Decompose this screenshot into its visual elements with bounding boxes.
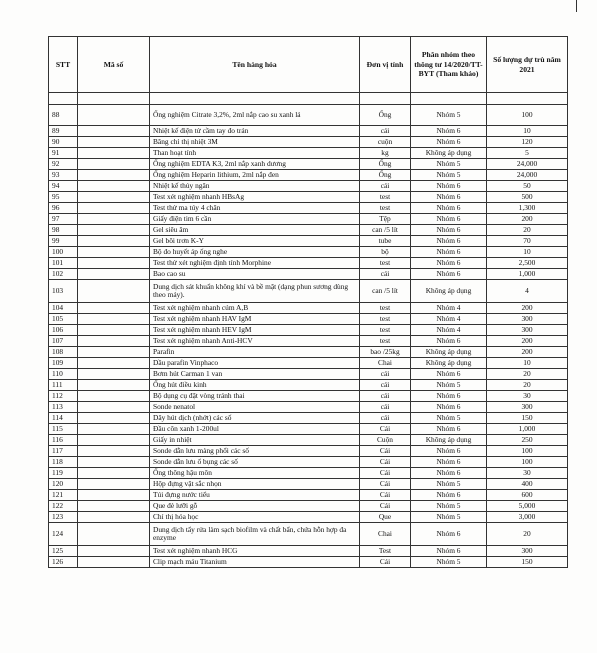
row-group: Không áp dụng xyxy=(411,148,487,159)
row-code xyxy=(78,479,150,490)
row-name: Băng chỉ thị nhiệt 3M xyxy=(150,137,360,148)
row-stt: 120 xyxy=(49,479,78,490)
row-unit: cuộn xyxy=(360,137,411,148)
row-name: Test thử xét nghiệm định tính Morphine xyxy=(150,258,360,269)
row-stt: 96 xyxy=(49,203,78,214)
row-name: Bộ đo huyết áp ống nghe xyxy=(150,247,360,258)
page-edge-mark xyxy=(576,0,577,12)
row-qty: 4 xyxy=(487,280,568,303)
row-qty: 200 xyxy=(487,214,568,225)
table-row xyxy=(49,170,568,181)
row-name: Test xét nghiệm nhanh HEV IgM xyxy=(150,325,360,336)
row-group: Nhóm 6 xyxy=(411,181,487,192)
table-row xyxy=(49,192,568,203)
row-code xyxy=(78,236,150,247)
row-name: Gel bôi trơn K-Y xyxy=(150,236,360,247)
supply-forecast-table xyxy=(48,36,568,568)
row-group: Nhóm 5 xyxy=(411,105,487,126)
table-row xyxy=(49,247,568,258)
row-name: Đầu côn xanh 1-200ul xyxy=(150,424,360,435)
row-qty: 200 xyxy=(487,303,568,314)
row-group: Nhóm 6 xyxy=(411,468,487,479)
row-stt: 125 xyxy=(49,546,78,557)
row-unit: Test xyxy=(360,546,411,557)
row-qty: 120 xyxy=(487,137,568,148)
row-qty: 10 xyxy=(487,247,568,258)
table-row xyxy=(49,435,568,446)
row-unit: can /5 lít xyxy=(360,225,411,236)
row-qty: 20 xyxy=(487,523,568,546)
row-group: Nhóm 6 xyxy=(411,137,487,148)
row-qty: 100 xyxy=(487,457,568,468)
row-stt: 118 xyxy=(49,457,78,468)
row-name: Test xét nghiệm nhanh cúm A,B xyxy=(150,303,360,314)
row-name: Ống nghiệm Citrate 3,2%, 2ml nắp cao su xanh lá xyxy=(150,105,360,126)
row-stt: 105 xyxy=(49,314,78,325)
row-group: Nhóm 5 xyxy=(411,413,487,424)
spacer-row xyxy=(49,93,568,105)
table-row xyxy=(49,314,568,325)
row-group: Nhóm 6 xyxy=(411,126,487,137)
row-unit: Cái xyxy=(360,479,411,490)
row-group: Nhóm 6 xyxy=(411,269,487,280)
row-stt: 93 xyxy=(49,170,78,181)
row-code xyxy=(78,170,150,181)
row-name: Ống nghiệm EDTA K3, 2ml nắp xanh dương xyxy=(150,159,360,170)
row-code xyxy=(78,369,150,380)
table-body xyxy=(49,93,568,568)
row-qty: 24,000 xyxy=(487,170,568,181)
row-unit: cái xyxy=(360,269,411,280)
row-group: Nhóm 5 xyxy=(411,501,487,512)
row-code xyxy=(78,501,150,512)
row-code xyxy=(78,325,150,336)
row-stt: 115 xyxy=(49,424,78,435)
row-qty: 20 xyxy=(487,380,568,391)
row-qty: 300 xyxy=(487,402,568,413)
row-unit: Chai xyxy=(360,358,411,369)
row-unit: cái xyxy=(360,126,411,137)
table-row xyxy=(49,402,568,413)
row-unit: Cái xyxy=(360,446,411,457)
row-name: Test xét nghiệm nhanh HAV IgM xyxy=(150,314,360,325)
row-stt: 111 xyxy=(49,380,78,391)
row-name: Clip mạch máu Titanium xyxy=(150,557,360,568)
row-code xyxy=(78,159,150,170)
row-qty: 250 xyxy=(487,435,568,446)
row-group: Nhóm 6 xyxy=(411,192,487,203)
row-name: Test xét nghiệm nhanh Anti-HCV xyxy=(150,336,360,347)
row-group: Nhóm 6 xyxy=(411,490,487,501)
row-code xyxy=(78,402,150,413)
row-group: Nhóm 6 xyxy=(411,236,487,247)
table-row xyxy=(49,126,568,137)
table-row xyxy=(49,148,568,159)
table-row xyxy=(49,347,568,358)
row-unit: bộ xyxy=(360,247,411,258)
row-stt: 100 xyxy=(49,247,78,258)
row-unit: cái xyxy=(360,413,411,424)
row-stt: 99 xyxy=(49,236,78,247)
row-unit: Cái xyxy=(360,557,411,568)
row-code xyxy=(78,413,150,424)
table-row xyxy=(49,557,568,568)
row-stt: 116 xyxy=(49,435,78,446)
row-name: Bao cao su xyxy=(150,269,360,280)
row-code xyxy=(78,380,150,391)
row-name: Hộp đựng vật sắc nhọn xyxy=(150,479,360,490)
row-group: Nhóm 6 xyxy=(411,402,487,413)
row-group: Nhóm 6 xyxy=(411,214,487,225)
row-unit: Ống xyxy=(360,170,411,181)
row-group: Nhóm 5 xyxy=(411,170,487,181)
row-unit: Ống xyxy=(360,159,411,170)
table-row xyxy=(49,446,568,457)
row-name: Túi đựng nước tiểu xyxy=(150,490,360,501)
row-qty: 100 xyxy=(487,105,568,126)
row-unit: test xyxy=(360,203,411,214)
table-row xyxy=(49,413,568,424)
row-name: Giấy điện tim 6 cần xyxy=(150,214,360,225)
row-name: Dây hút dịch (nhớt) các số xyxy=(150,413,360,424)
table-row xyxy=(49,269,568,280)
row-stt: 91 xyxy=(49,148,78,159)
table-row xyxy=(49,512,568,523)
row-group: Nhóm 6 xyxy=(411,424,487,435)
header-group: Phân nhóm theo thông tư 14/2020/TT-BYT (Tham khảo) xyxy=(411,37,487,93)
row-code xyxy=(78,446,150,457)
row-stt: 122 xyxy=(49,501,78,512)
row-stt: 108 xyxy=(49,347,78,358)
row-qty: 600 xyxy=(487,490,568,501)
row-stt: 117 xyxy=(49,446,78,457)
row-name: Sonde dẫn lưu màng phổi các số xyxy=(150,446,360,457)
row-name: Sonde nenatol xyxy=(150,402,360,413)
row-name: Nhiệt kế thủy ngân xyxy=(150,181,360,192)
row-stt: 106 xyxy=(49,325,78,336)
row-stt: 101 xyxy=(49,258,78,269)
row-group: Nhóm 6 xyxy=(411,457,487,468)
row-qty: 10 xyxy=(487,358,568,369)
row-code xyxy=(78,336,150,347)
row-qty: 20 xyxy=(487,369,568,380)
row-name: Dung dịch sát khuẩn không khí và bề mặt (dạng phun sương dùng theo máy). xyxy=(150,280,360,303)
row-qty: 1,000 xyxy=(487,424,568,435)
row-name: Bơm hút Carman 1 van xyxy=(150,369,360,380)
row-code xyxy=(78,303,150,314)
row-name: Que đè lưỡi gỗ xyxy=(150,501,360,512)
row-stt: 95 xyxy=(49,192,78,203)
row-group: Nhóm 6 xyxy=(411,391,487,402)
row-group: Không áp dụng xyxy=(411,435,487,446)
row-group: Nhóm 6 xyxy=(411,247,487,258)
row-unit: cái xyxy=(360,391,411,402)
row-group: Không áp dụng xyxy=(411,358,487,369)
row-qty: 500 xyxy=(487,192,568,203)
row-group: Nhóm 5 xyxy=(411,159,487,170)
table-row xyxy=(49,358,568,369)
row-unit: test xyxy=(360,325,411,336)
row-stt: 126 xyxy=(49,557,78,568)
row-code xyxy=(78,468,150,479)
row-qty: 50 xyxy=(487,181,568,192)
row-stt: 97 xyxy=(49,214,78,225)
header-qty: Số lượng dự trù năm 2021 xyxy=(487,37,568,93)
row-name: Dầu parafin Vinphaco xyxy=(150,358,360,369)
row-name: Giấy in nhiệt xyxy=(150,435,360,446)
row-name: Than hoạt tính xyxy=(150,148,360,159)
row-group: Nhóm 6 xyxy=(411,203,487,214)
row-qty: 20 xyxy=(487,225,568,236)
row-qty: 24,000 xyxy=(487,159,568,170)
row-unit: cái xyxy=(360,181,411,192)
row-code xyxy=(78,435,150,446)
row-qty: 30 xyxy=(487,391,568,402)
row-unit: test xyxy=(360,258,411,269)
table-row xyxy=(49,203,568,214)
row-name: Sonde dẫn lưu ổ bụng các số xyxy=(150,457,360,468)
row-stt: 104 xyxy=(49,303,78,314)
row-unit: Cái xyxy=(360,424,411,435)
row-unit: tube xyxy=(360,236,411,247)
row-name: Gel siêu âm xyxy=(150,225,360,236)
row-stt: 94 xyxy=(49,181,78,192)
table-row xyxy=(49,225,568,236)
table-row xyxy=(49,501,568,512)
row-stt: 124 xyxy=(49,523,78,546)
row-stt: 89 xyxy=(49,126,78,137)
table-row xyxy=(49,468,568,479)
table-row xyxy=(49,105,568,126)
row-name: Test xét nghiệm nhanh HBsAg xyxy=(150,192,360,203)
row-stt: 121 xyxy=(49,490,78,501)
row-group: Nhóm 6 xyxy=(411,546,487,557)
row-code xyxy=(78,214,150,225)
table-row xyxy=(49,137,568,148)
row-stt: 102 xyxy=(49,269,78,280)
row-unit: test xyxy=(360,303,411,314)
row-stt: 98 xyxy=(49,225,78,236)
row-code xyxy=(78,258,150,269)
row-qty: 300 xyxy=(487,325,568,336)
row-stt: 90 xyxy=(49,137,78,148)
row-qty: 200 xyxy=(487,347,568,358)
row-qty: 5 xyxy=(487,148,568,159)
header-name: Tên hàng hóa xyxy=(150,37,360,93)
table-row xyxy=(49,391,568,402)
row-qty: 1,300 xyxy=(487,203,568,214)
table-row xyxy=(49,490,568,501)
row-unit: cái xyxy=(360,402,411,413)
row-unit: test xyxy=(360,314,411,325)
row-code xyxy=(78,347,150,358)
row-qty: 5,000 xyxy=(487,501,568,512)
row-stt: 107 xyxy=(49,336,78,347)
row-name: Test xét nghiệm nhanh HCG xyxy=(150,546,360,557)
table-row xyxy=(49,457,568,468)
table-row xyxy=(49,159,568,170)
row-stt: 103 xyxy=(49,280,78,303)
row-code xyxy=(78,358,150,369)
row-code xyxy=(78,247,150,258)
row-group: Nhóm 6 xyxy=(411,446,487,457)
row-group: Nhóm 5 xyxy=(411,479,487,490)
row-code xyxy=(78,546,150,557)
row-unit: test xyxy=(360,336,411,347)
row-stt: 110 xyxy=(49,369,78,380)
row-code xyxy=(78,181,150,192)
table-row xyxy=(49,336,568,347)
row-unit: Cái xyxy=(360,490,411,501)
row-stt: 88 xyxy=(49,105,78,126)
row-code xyxy=(78,512,150,523)
row-code xyxy=(78,203,150,214)
table-row xyxy=(49,258,568,269)
header-code: Mã số xyxy=(78,37,150,93)
row-qty: 300 xyxy=(487,314,568,325)
row-stt: 112 xyxy=(49,391,78,402)
row-unit: Cái xyxy=(360,501,411,512)
row-qty: 100 xyxy=(487,446,568,457)
row-qty: 150 xyxy=(487,557,568,568)
row-qty: 200 xyxy=(487,336,568,347)
table-row xyxy=(49,214,568,225)
table-row xyxy=(49,523,568,546)
row-unit: can /5 lít xyxy=(360,280,411,303)
row-stt: 109 xyxy=(49,358,78,369)
row-code xyxy=(78,490,150,501)
row-group: Nhóm 4 xyxy=(411,303,487,314)
table-row xyxy=(49,181,568,192)
table-row xyxy=(49,380,568,391)
row-unit: Que xyxy=(360,512,411,523)
row-code xyxy=(78,137,150,148)
row-code xyxy=(78,424,150,435)
row-qty: 30 xyxy=(487,468,568,479)
row-name: Bộ dụng cụ đặt vòng tránh thai xyxy=(150,391,360,402)
row-code xyxy=(78,391,150,402)
row-group: Nhóm 6 xyxy=(411,225,487,236)
table-row xyxy=(49,424,568,435)
row-unit: Cái xyxy=(360,457,411,468)
row-group: Nhóm 6 xyxy=(411,336,487,347)
table-row xyxy=(49,479,568,490)
row-code xyxy=(78,126,150,137)
row-qty: 2,500 xyxy=(487,258,568,269)
row-qty: 1,000 xyxy=(487,269,568,280)
row-group: Không áp dụng xyxy=(411,280,487,303)
row-code xyxy=(78,192,150,203)
row-code xyxy=(78,280,150,303)
row-code xyxy=(78,314,150,325)
row-stt: 114 xyxy=(49,413,78,424)
row-code xyxy=(78,105,150,126)
row-unit: Chai xyxy=(360,523,411,546)
row-group: Nhóm 5 xyxy=(411,380,487,391)
row-unit: Ống xyxy=(360,105,411,126)
row-qty: 70 xyxy=(487,236,568,247)
row-name: Ống thông hậu môn xyxy=(150,468,360,479)
row-code xyxy=(78,225,150,236)
row-qty: 150 xyxy=(487,413,568,424)
row-stt: 113 xyxy=(49,402,78,413)
table-row xyxy=(49,236,568,247)
row-unit: test xyxy=(360,192,411,203)
row-name: Dung dịch tẩy rửa làm sạch biofilm và chất bẩn, chứa hỗn hợp đa enzyme xyxy=(150,523,360,546)
row-unit: Cuộn xyxy=(360,435,411,446)
table-row xyxy=(49,280,568,303)
row-name: Ống hút điều kinh xyxy=(150,380,360,391)
row-stt: 119 xyxy=(49,468,78,479)
row-stt: 92 xyxy=(49,159,78,170)
row-qty: 10 xyxy=(487,126,568,137)
row-code xyxy=(78,148,150,159)
table-row xyxy=(49,369,568,380)
row-code xyxy=(78,269,150,280)
row-group: Nhóm 6 xyxy=(411,258,487,269)
row-qty: 3,000 xyxy=(487,512,568,523)
row-unit: cái xyxy=(360,369,411,380)
row-group: Nhóm 5 xyxy=(411,557,487,568)
table-header-row xyxy=(49,37,568,93)
row-group: Không áp dụng xyxy=(411,347,487,358)
header-unit: Đơn vị tính xyxy=(360,37,411,93)
table-row xyxy=(49,325,568,336)
row-group: Nhóm 4 xyxy=(411,325,487,336)
row-code xyxy=(78,557,150,568)
row-qty: 400 xyxy=(487,479,568,490)
row-code xyxy=(78,523,150,546)
row-group: Nhóm 6 xyxy=(411,369,487,380)
table-row xyxy=(49,303,568,314)
row-name: Chỉ thị hóa học xyxy=(150,512,360,523)
row-group: Nhóm 4 xyxy=(411,314,487,325)
row-name: Parafin xyxy=(150,347,360,358)
row-qty: 300 xyxy=(487,546,568,557)
row-unit: cái xyxy=(360,380,411,391)
table-row xyxy=(49,546,568,557)
row-unit: kg xyxy=(360,148,411,159)
row-name: Ống nghiệm Heparin lithium, 2ml nắp đen xyxy=(150,170,360,181)
header-stt: STT xyxy=(49,37,78,93)
row-unit: Tệp xyxy=(360,214,411,225)
row-unit: bao /25kg xyxy=(360,347,411,358)
row-stt: 123 xyxy=(49,512,78,523)
row-name: Test thử ma túy 4 chân xyxy=(150,203,360,214)
row-group: Nhóm 6 xyxy=(411,523,487,546)
row-name: Nhiệt kế điện tử cầm tay đo trán xyxy=(150,126,360,137)
row-unit: Cái xyxy=(360,468,411,479)
row-code xyxy=(78,457,150,468)
row-group: Nhóm 5 xyxy=(411,512,487,523)
